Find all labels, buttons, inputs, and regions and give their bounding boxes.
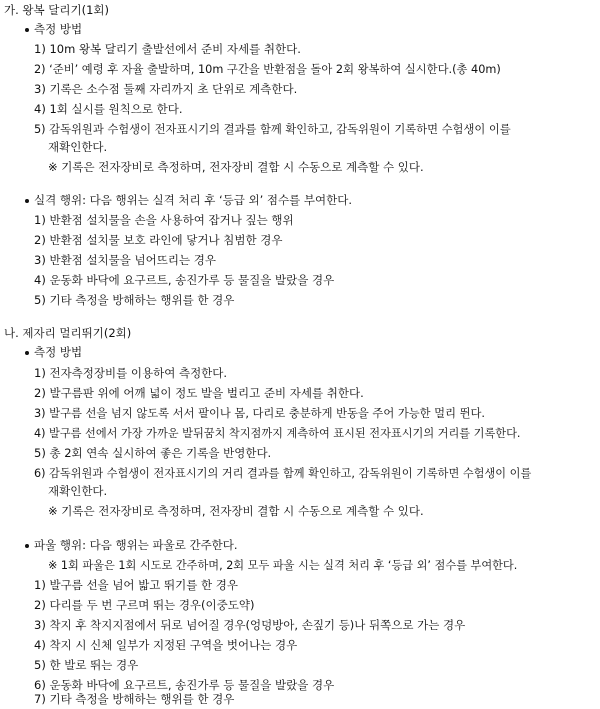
list-item: 5) 한 발로 뛰는 경우 — [34, 658, 139, 672]
list-item: 6) 감독위원과 수험생이 전자표시기의 거리 결과를 함께 확인하고, 감독위원이 기록하면 수험생이 이를 — [34, 467, 532, 480]
bullet-icon — [25, 351, 29, 355]
list-item: 4) 1회 실시를 원칙으로 한다. — [34, 102, 183, 116]
block-title: 측정 방법 — [34, 345, 83, 359]
list-item: 1) 10m 왕복 달리기 출발선에서 준비 자세를 취한다. — [34, 42, 301, 56]
list-item: 1) 반환점 설치물을 손을 사용하여 잡거나 짚는 행위 — [34, 213, 294, 227]
list-item: 5) 기타 측정을 방해하는 행위를 한 경우 — [34, 293, 235, 307]
list-item: 5) 감독위원과 수험생이 전자표시기의 결과를 함께 확인하고, 감독위원이 기록하면 수험생이 이를 — [34, 123, 511, 136]
list-item: 3) 기록은 소수점 둘째 자리까지 초 단위로 계측한다. — [34, 82, 298, 96]
list-item: 4) 착지 시 신체 일부가 지정된 구역을 벗어나는 경우 — [34, 638, 298, 652]
block-title: 측정 방법 — [34, 22, 83, 36]
note: ※ 1회 파울은 1회 시도로 간주하며, 2회 모두 파울 시는 실격 처리 후 ‘등급 외’ 점수를 부여한다. — [48, 559, 518, 572]
bullet-icon — [25, 199, 29, 203]
list-item: 1) 전자측정장비를 이용하여 측정한다. — [34, 366, 228, 380]
list-item: 3) 착지 후 착지지점에서 뒤로 넘어질 경우(엉덩방아, 손짚기 등)나 뒤쪽으로 가는 경우 — [34, 618, 466, 632]
list-item: 3) 반환점 설치물을 넘어뜨리는 경우 — [34, 253, 216, 267]
list-item: 5) 총 2회 연속 실시하여 좋은 기록을 반영한다. — [34, 446, 272, 460]
list-item: 3) 발구름 선을 넘지 않도록 서서 팔이나 몸, 다리로 충분하게 반동을 주어 가능한 멀리 뛴다. — [34, 407, 486, 420]
block-title: 실격 행위: 다음 행위는 실격 처리 후 ‘등급 외’ 점수를 부여한다. — [34, 193, 353, 207]
list-item: 2) 반환점 설치물 보호 라인에 닿거나 침범한 경우 — [34, 233, 283, 247]
section-heading: 가. 왕복 달리기(1회) — [4, 3, 110, 17]
list-item-continuation: 재확인한다. — [48, 140, 108, 154]
list-item: 4) 운동화 바닥에 요구르트, 송진가루 등 물질을 발랐을 경우 — [34, 273, 335, 287]
note: ※ 기록은 전자장비로 측정하며, 전자장비 결함 시 수동으로 계측할 수 있다. — [48, 160, 424, 174]
block-title: 파울 행위: 다음 행위는 파울로 간주한다. — [34, 538, 238, 552]
section-heading: 나. 제자리 멀리뛰기(2회) — [4, 326, 132, 340]
list-item: 2) 발구름판 위에 어깨 넓이 정도 발을 벌리고 준비 자세를 취한다. — [34, 386, 364, 400]
list-item-continuation: 재확인한다. — [48, 484, 108, 498]
bullet-icon — [25, 544, 29, 548]
list-item: 4) 발구름 선에서 가장 가까운 발뒤꿈치 착지점까지 계측하여 표시된 전자표시기의 거리를 기록한다. — [34, 427, 521, 440]
list-item: 6) 운동화 바닥에 요구르트, 송진가루 등 물질을 발랐을 경우 — [34, 678, 335, 692]
note: ※ 기록은 전자장비로 측정하며, 전자장비 결함 시 수동으로 계측할 수 있다. — [48, 504, 424, 518]
list-item: 1) 발구름 선을 넘어 밟고 뛰기를 한 경우 — [34, 578, 239, 592]
bullet-icon — [25, 28, 29, 32]
list-item: 7) 기타 측정을 방해하는 행위를 한 경우 — [34, 692, 235, 706]
list-item: 2) ‘준비’ 예령 후 자율 출발하며, 10m 구간을 반환점을 돌아 2회 왕복하여 실시한다.(총 40m) — [34, 63, 501, 76]
list-item: 2) 다리를 두 번 구르며 뛰는 경우(이중도약) — [34, 598, 255, 612]
